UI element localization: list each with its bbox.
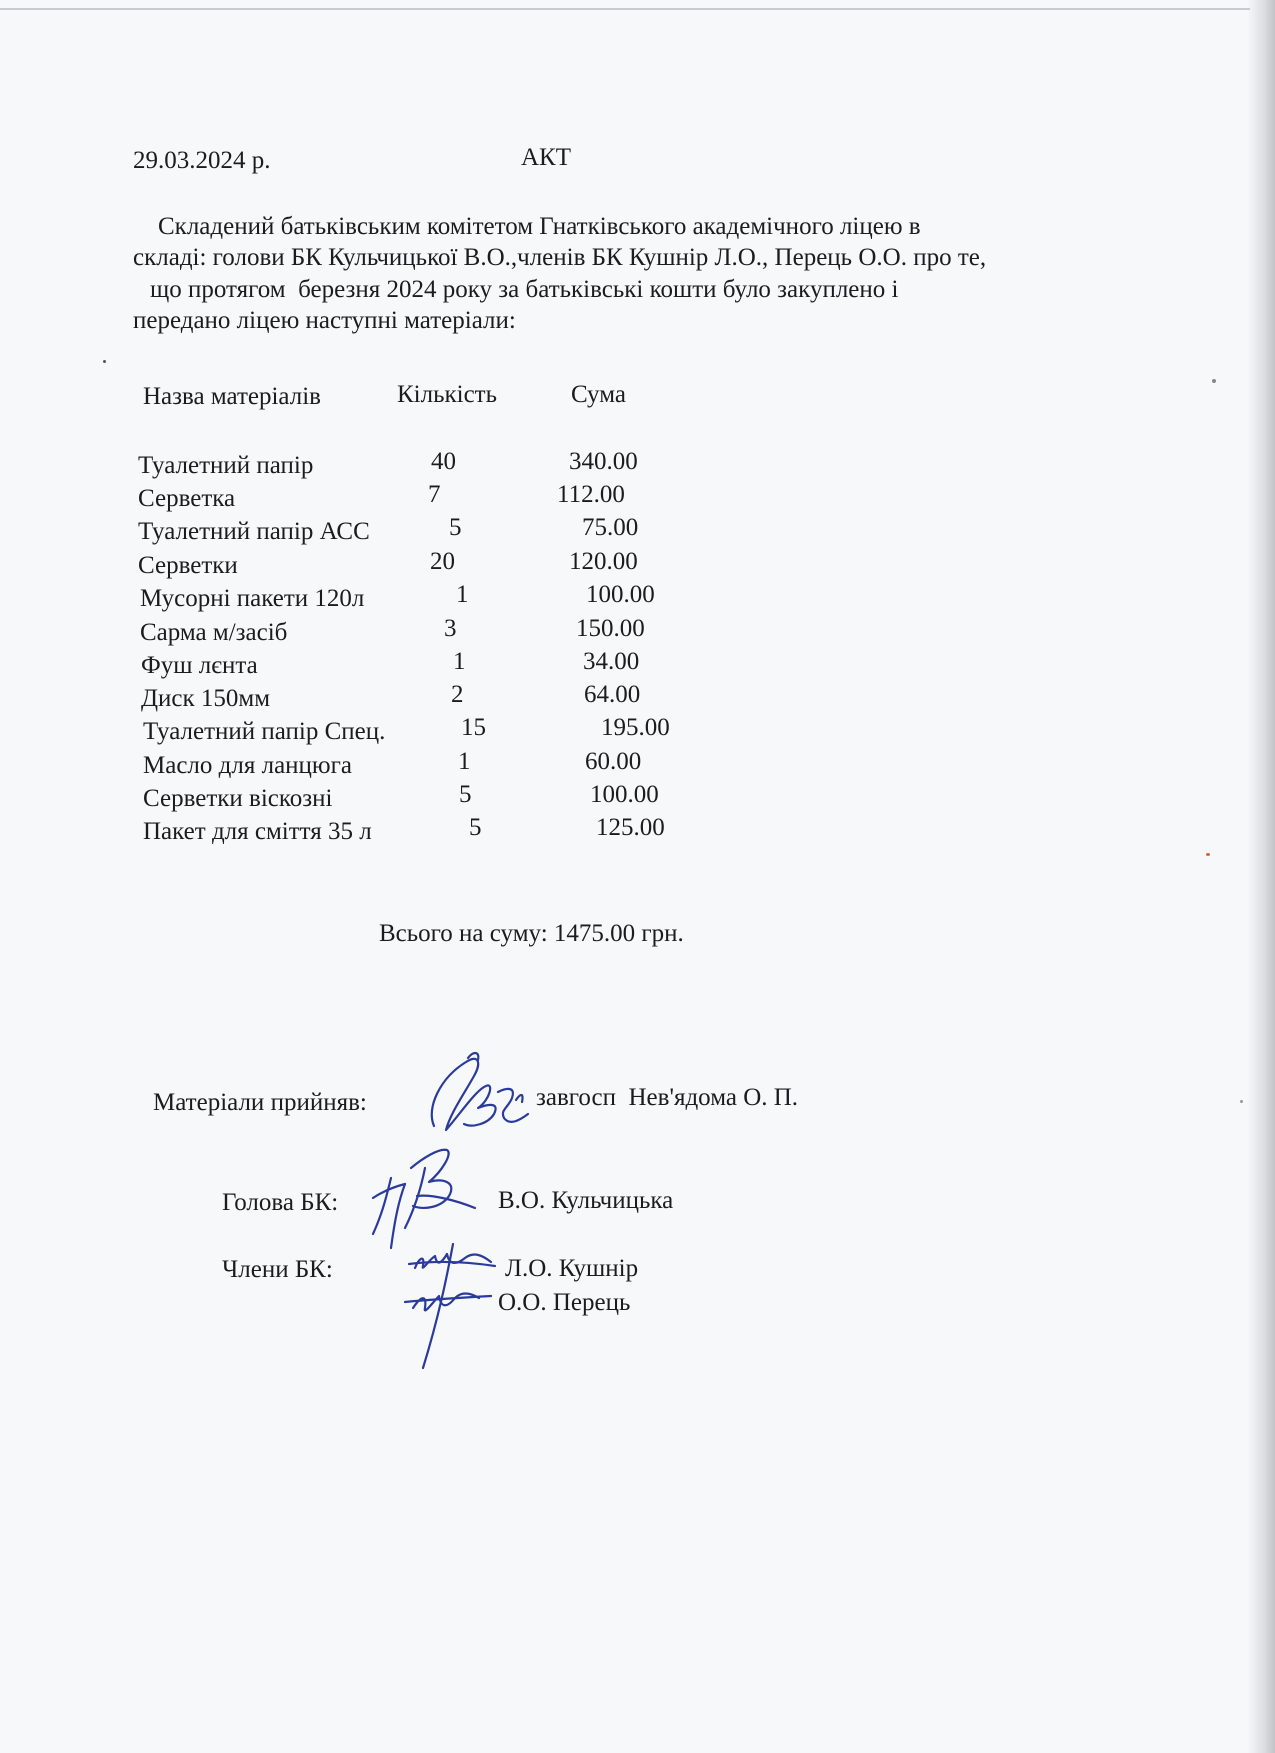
row-2-sum: 112.00 xyxy=(557,481,625,508)
row-3-qty: 5 xyxy=(449,514,462,541)
table-header-name: Назва матеріалів xyxy=(143,383,321,410)
row-12-qty: 5 xyxy=(469,814,482,841)
table-header-sum: Сума xyxy=(571,381,626,408)
intro-line-1: Складений батьківським комітетом Гнатківського академічного ліцею в xyxy=(158,213,921,240)
row-8-sum: 64.00 xyxy=(584,681,641,708)
head-name: В.О. Кульчицька xyxy=(498,1187,674,1214)
row-6-name: Сарма м/засіб xyxy=(140,619,288,646)
row-12-name: Пакет для сміття 35 л xyxy=(143,818,372,845)
scan-top-border xyxy=(0,8,1250,10)
row-7-name: Фуш лєнта xyxy=(141,652,258,679)
row-7-qty: 1 xyxy=(453,648,466,675)
row-6-sum: 150.00 xyxy=(576,615,645,642)
table-header-qty: Кількість xyxy=(397,381,498,408)
intro-line-3: що протягом березня 2024 року за батьківські кошти було закуплено і xyxy=(150,276,899,303)
row-3-sum: 75.00 xyxy=(582,514,639,541)
row-11-name: Серветки віскозні xyxy=(143,785,333,812)
scan-speck xyxy=(103,360,106,363)
row-5-qty: 1 xyxy=(456,581,469,608)
row-10-name: Масло для ланцюга xyxy=(143,752,352,779)
row-10-qty: 1 xyxy=(458,748,471,775)
total-sum: Всього на суму: 1475.00 грн. xyxy=(379,920,684,947)
row-12-sum: 125.00 xyxy=(596,814,665,841)
intro-line-2: складі: голови БК Кульчицької В.О.,членів БК Кушнір Л.О., Перець О.О. про те, xyxy=(133,244,987,271)
received-label: Матеріали прийняв: xyxy=(153,1089,367,1116)
scan-speck xyxy=(1206,853,1210,856)
row-11-qty: 5 xyxy=(459,781,472,808)
row-10-sum: 60.00 xyxy=(585,748,642,775)
row-1-sum: 340.00 xyxy=(569,448,638,475)
row-9-sum: 195.00 xyxy=(601,714,670,741)
row-6-qty: 3 xyxy=(444,615,457,642)
scan-speck xyxy=(1212,379,1216,383)
received-name: завгосп Нев'ядома О. П. xyxy=(536,1084,799,1111)
row-8-name: Диск 150мм xyxy=(141,685,271,712)
row-9-name: Туалетний папір Спец. xyxy=(143,718,386,745)
row-7-sum: 34.00 xyxy=(583,648,640,675)
row-2-qty: 7 xyxy=(428,481,441,508)
document-date: 29.03.2024 р. xyxy=(133,147,271,174)
member-name-2: О.О. Перець xyxy=(498,1289,631,1316)
members-label: Члени БК: xyxy=(222,1256,333,1283)
row-3-name: Туалетний папір АСС xyxy=(138,518,370,545)
row-11-sum: 100.00 xyxy=(590,781,659,808)
signature-members xyxy=(395,1236,505,1376)
scan-speck xyxy=(1240,1100,1243,1103)
signature-received xyxy=(420,1048,540,1148)
row-1-qty: 40 xyxy=(431,448,456,475)
head-label: Голова БК: xyxy=(222,1189,339,1216)
intro-line-4: передано ліцею наступні матеріали: xyxy=(133,307,516,334)
row-8-qty: 2 xyxy=(451,681,464,708)
row-4-sum: 120.00 xyxy=(569,548,638,575)
row-5-name: Мусорні пакети 120л xyxy=(140,585,365,612)
row-4-qty: 20 xyxy=(430,548,455,575)
row-4-name: Серветки xyxy=(138,552,238,579)
row-2-name: Серветка xyxy=(138,485,236,512)
scan-edge-shadow xyxy=(1247,0,1275,1753)
row-9-qty: 15 xyxy=(461,714,486,741)
row-1-name: Туалетний папір xyxy=(138,452,314,479)
member-name-1: Л.О. Кушнір xyxy=(505,1255,639,1282)
document-title: АКТ xyxy=(521,144,571,171)
row-5-sum: 100.00 xyxy=(586,581,655,608)
